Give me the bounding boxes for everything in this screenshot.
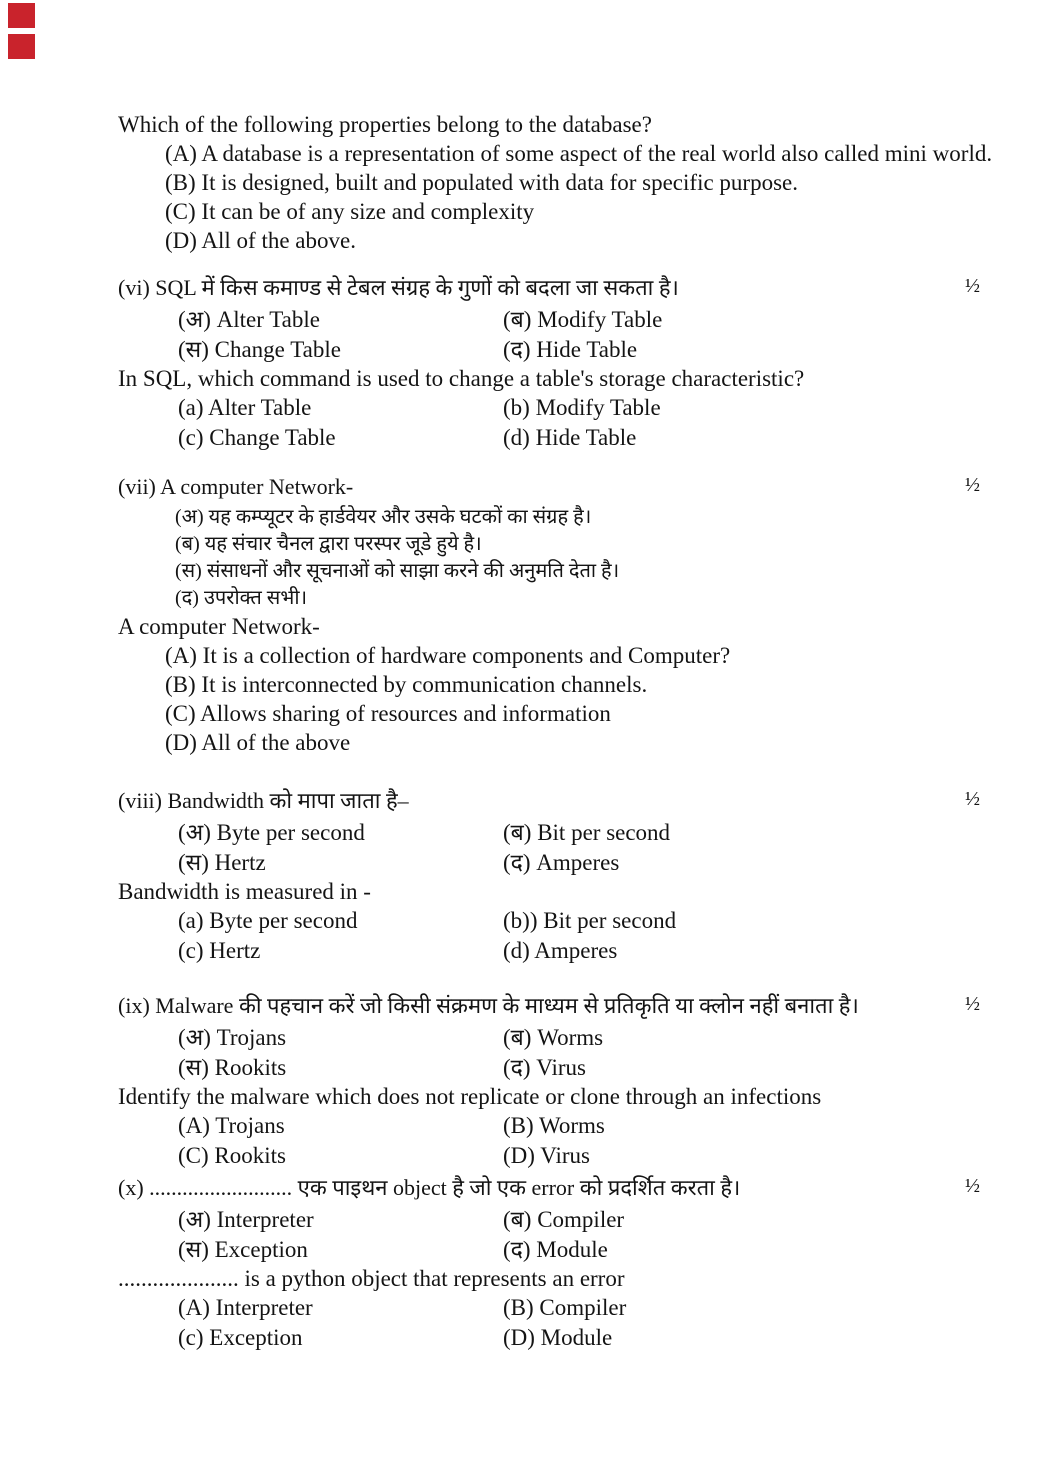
- question-title-row: [118, 470, 1020, 504]
- option-item: (C) Allows sharing of resources and information: [165, 701, 611, 726]
- question-title-row: [118, 989, 1020, 1023]
- option-list-english: [118, 641, 1020, 757]
- option-item: (ब) Bit per second: [503, 820, 671, 845]
- option-item: (स) Exception: [178, 1236, 308, 1262]
- option-item: (द) Virus: [503, 1054, 587, 1080]
- question-title-hindi: (viii) Bandwidth को मापा जाता है–: [118, 788, 409, 813]
- option-item: (D) All of the above: [165, 730, 351, 755]
- option-item: (D) Virus: [503, 1142, 590, 1168]
- option-item: (c) Exception: [178, 1324, 303, 1350]
- option-item: (द) उपरोक्त सभी।: [175, 587, 308, 609]
- red-corner-mark: [8, 34, 35, 59]
- question-text-english: ..................... is a python object that represents an error: [118, 1266, 625, 1291]
- option-item: (D) Module: [503, 1324, 613, 1350]
- option-item: (द) Amperes: [503, 849, 620, 875]
- option-item: (स) Change Table: [178, 336, 341, 362]
- option-item: (D) All of the above.: [165, 228, 356, 253]
- option-grid-hindi: [118, 1023, 1020, 1082]
- option-item: (A) Trojans: [178, 1113, 285, 1138]
- option-item: (ब) Worms: [503, 1025, 604, 1050]
- marks-value: ½: [965, 788, 980, 810]
- question-title-hindi: (x) .......................... एक पाइथन object है जो एक error को प्रदर्शित करता है।: [118, 1175, 741, 1200]
- marks-value: ½: [965, 275, 980, 297]
- option-grid-english: [118, 393, 1020, 452]
- option-item: (b) Modify Table: [503, 395, 661, 420]
- question-text-english: In SQL, which command is used to change a table's storage characteristic?: [118, 366, 805, 391]
- question-title-row: [118, 1171, 1020, 1205]
- option-item: (ब) यह संचार चैनल द्वारा परस्पर जूडे हुये है।: [175, 533, 482, 555]
- option-item: (C) It can be of any size and complexity: [165, 199, 535, 224]
- option-item: (A) It is a collection of hardware components and Computer?: [165, 643, 731, 668]
- option-item: (B) Compiler: [503, 1295, 627, 1320]
- question-paper-content: [118, 110, 1020, 1352]
- option-item: (d) Amperes: [503, 937, 618, 963]
- marks-value: ½: [965, 474, 980, 496]
- option-item: (अ) यह कम्प्यूटर के हार्डवेयर और उसके घटकों का संग्रह है।: [175, 506, 592, 528]
- scan-corner-marks: [8, 3, 38, 65]
- option-grid-english: [118, 906, 1020, 965]
- option-item: (अ) Interpreter: [178, 1207, 314, 1232]
- option-grid-english: [118, 1111, 1020, 1170]
- option-grid-hindi: [118, 818, 1020, 877]
- option-item: (ब) Modify Table: [503, 307, 663, 332]
- question-text: Which of the following properties belong to the database?: [118, 112, 652, 137]
- question-block-ix: [118, 989, 1020, 1170]
- option-item: (अ) Byte per second: [178, 820, 365, 845]
- option-item: (c) Change Table: [178, 424, 336, 450]
- option-item: (A) Interpreter: [178, 1295, 313, 1320]
- option-grid-hindi: [118, 1205, 1020, 1264]
- question-title-hindi: (vi) SQL में किस कमाण्ड से टेबल संग्रह के गुणों को बदला जा सकता है।: [118, 275, 679, 300]
- question-title-english: (vii) A computer Network-: [118, 474, 354, 499]
- option-item: (a) Byte per second: [178, 908, 358, 933]
- question-text-english: A computer Network-: [118, 614, 320, 639]
- option-grid-hindi: [118, 305, 1020, 364]
- red-corner-mark: [8, 3, 35, 28]
- option-item: (ब) Compiler: [503, 1207, 625, 1232]
- option-list-hindi: [118, 504, 1020, 612]
- marks-value: ½: [965, 993, 980, 1015]
- question-text-english: Identify the malware which does not replicate or clone through an infections: [118, 1084, 822, 1109]
- marks-value: ½: [965, 1175, 980, 1197]
- question-text-english: Bandwidth is measured in -: [118, 879, 371, 904]
- option-item: (A) A database is a representation of some aspect of the real world also called mini world.: [165, 141, 993, 166]
- option-item: (द) Module: [503, 1236, 608, 1262]
- option-item: (स) संसाधनों और सूचनाओं को साझा करने की अनुमति देता है।: [175, 560, 620, 582]
- question-title-hindi: (ix) Malware की पहचान करें जो किसी संक्रमण के माध्यम से प्रतिकृति या क्लोन नहीं बनाता है।: [118, 993, 859, 1018]
- option-item: (अ) Trojans: [178, 1025, 287, 1050]
- option-item: (स) Hertz: [178, 849, 266, 875]
- option-item: (B) It is designed, built and populated with data for specific purpose.: [165, 170, 798, 195]
- option-list: [118, 139, 1020, 255]
- option-item: (B) It is interconnected by communication channels.: [165, 672, 648, 697]
- question-block-vi: [118, 271, 1020, 452]
- option-item: (स) Rookits: [178, 1054, 287, 1080]
- question-block-x: [118, 1171, 1020, 1352]
- option-item: (B) Worms: [503, 1113, 605, 1138]
- option-item: (b)) Bit per second: [503, 908, 677, 933]
- option-item: (d) Hide Table: [503, 424, 637, 450]
- question-title-row: [118, 271, 1020, 305]
- option-grid-english: [118, 1293, 1020, 1352]
- question-block-intro: [118, 110, 1020, 255]
- question-block-viii: [118, 784, 1020, 965]
- option-item: (C) Rookits: [178, 1142, 286, 1168]
- option-item: (द) Hide Table: [503, 336, 638, 362]
- question-title-row: [118, 784, 1020, 818]
- option-item: (c) Hertz: [178, 937, 261, 963]
- option-item: (a) Alter Table: [178, 395, 312, 420]
- option-item: (अ) Alter Table: [178, 307, 320, 332]
- question-block-vii: [118, 470, 1020, 757]
